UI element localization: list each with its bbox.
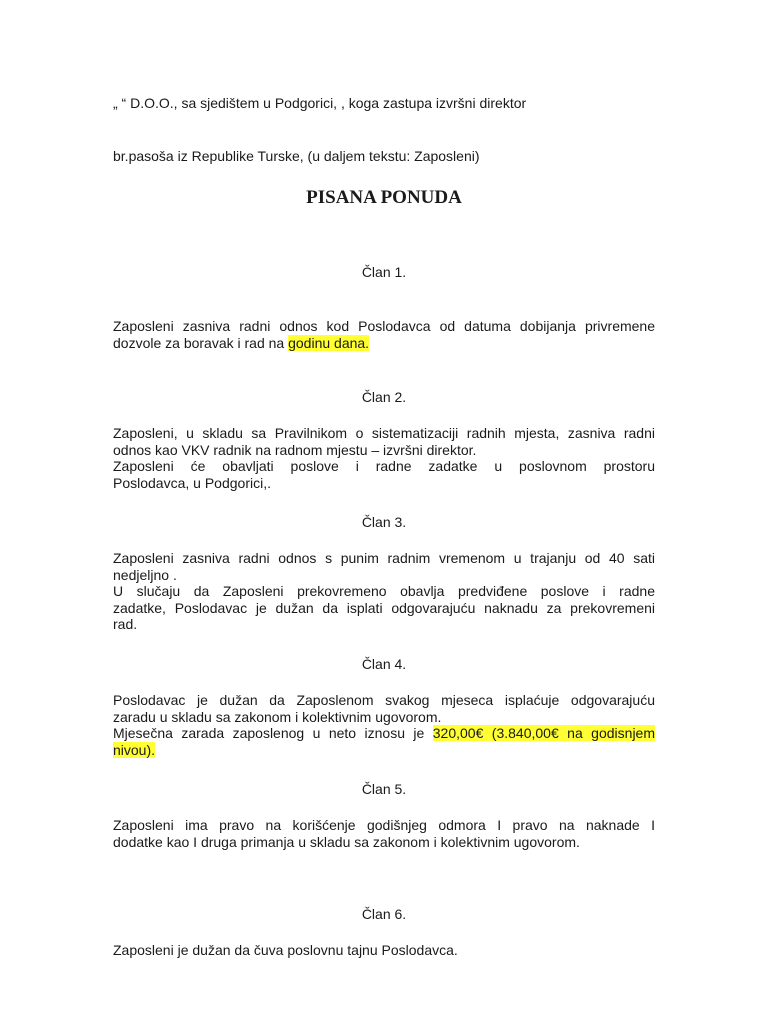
article-2-line-1: Zaposleni, u skladu sa Pravilnikom o sistematizaciji radnih mjesta, zasniva radni xyxy=(113,425,655,441)
article-5-line-2: dodatke kao I druga primanja u skladu sa zakonom i kolektivnim ugovorom. xyxy=(113,833,580,850)
intro-line-company: „ “ D.O.O., sa sjedištem u Podgorici, , koga zastupa izvršni direktor xyxy=(113,95,527,111)
article-2-line-4: Poslodavca, u Podgorici,. xyxy=(113,474,271,491)
article-4-highlight-salary: 320,00€ (3.840,00€ na godisnjem xyxy=(432,725,655,741)
article-4-highlight-level: nivou). xyxy=(113,741,156,758)
article-5-body xyxy=(113,817,655,850)
article-4-line-3-text: Mjesečna zarada zaposlenog u neto iznosu je xyxy=(113,725,433,741)
article-1-body xyxy=(113,318,655,351)
article-4-line-2: zaradu u skladu sa zakonom i kolektivnim ugovorom. xyxy=(113,708,442,725)
article-6-body xyxy=(113,942,655,959)
article-1-heading: Član 1. xyxy=(361,264,407,280)
article-3-line-1: Zaposleni zasniva radni odnos s punim radnim vremenom u trajanju od 40 sati xyxy=(113,550,655,566)
article-2-line-3: Zaposleni će obavljati poslove i radne zadatke u poslovnom prostoru xyxy=(113,458,655,474)
article-6-line-1: Zaposleni je dužan da čuva poslovnu tajnu Poslodavca. xyxy=(113,942,458,958)
article-6-heading: Član 6. xyxy=(361,906,407,922)
article-3-line-5: rad. xyxy=(113,616,138,632)
article-3-line-4: zadatke, Poslodavac je dužan da isplati odgovarajuću naknadu za prekovremeni xyxy=(113,599,655,616)
article-4-line-1: Poslodavac je dužan da Zaposlenom svakog mjeseca isplaćuje odgovarajuću xyxy=(113,692,655,708)
article-4-line-4 xyxy=(113,742,655,759)
article-2-line-2: odnos kao VKV radnik na radnom mjestu – izvršni direktor. xyxy=(113,441,477,458)
article-3-line-3: U slučaju da Zaposleni prekovremeno obavlja predviđene poslove i radne xyxy=(113,583,655,599)
article-4-line-3 xyxy=(113,725,655,742)
article-1-line-1: Zaposleni zasniva radni odnos kod Poslodavca od datuma dobijanja privremene xyxy=(113,318,655,334)
article-4-heading: Član 4. xyxy=(361,656,407,672)
intro-line-employee: br.pasoša iz Republike Turske, (u daljem tekstu: Zaposleni) xyxy=(113,148,480,164)
article-2-heading: Član 2. xyxy=(361,389,407,405)
article-2-body xyxy=(113,425,655,491)
article-3-body xyxy=(113,550,655,633)
document-title: PISANA PONUDA xyxy=(306,187,462,208)
article-3-heading: Član 3. xyxy=(361,514,407,530)
article-5-heading: Član 5. xyxy=(361,781,407,797)
article-4-body xyxy=(113,692,655,758)
article-1-line-2-text: dozvole za boravak i rad na xyxy=(113,334,289,351)
article-1-highlight: godinu dana. xyxy=(288,334,370,351)
article-3-line-2: nedjeljno . xyxy=(113,566,177,583)
article-5-line-1: Zaposleni ima pravo na korišćenje godišnjeg odmora I pravo na naknade I xyxy=(113,817,655,833)
article-1-line-2 xyxy=(113,335,655,352)
